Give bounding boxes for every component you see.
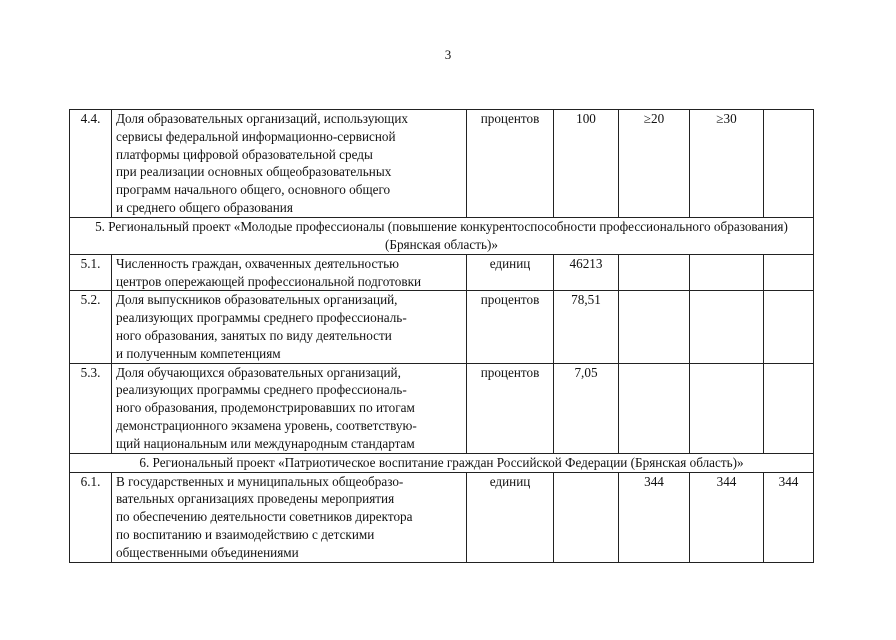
row-number: 6.1. [70, 472, 112, 562]
unit-cell: процентов [467, 363, 554, 453]
table-row [70, 472, 814, 562]
section-heading: 6. Региональный проект «Патриотическое воспитание граждан Российской Федерации (Брянская область)» [70, 453, 814, 472]
indicators-table [69, 109, 814, 563]
value-cell-3 [690, 291, 764, 363]
table-row [70, 254, 814, 291]
section-row [70, 217, 814, 254]
value-cell-2: 344 [619, 472, 690, 562]
value-cell-4 [764, 363, 814, 453]
unit-cell: процентов [467, 110, 554, 218]
value-cell-4: 344 [764, 472, 814, 562]
value-cell-3 [690, 254, 764, 291]
value-cell-2 [619, 254, 690, 291]
indicator-name: В государственных и муниципальных общеобразо- вательных организациях проведены мероприятия по обеспечению деятельности советников директора по воспитанию и взаимодействию с детскими общественными объединениями [112, 472, 467, 562]
value-cell-1: 100 [554, 110, 619, 218]
indicator-name: Доля образовательных организаций, использующих сервисы федеральной информационно-сервисной платформы цифровой образовательной среды при реализации основных общеобразовательных программ начального общего, основного общего и среднего общего образования [112, 110, 467, 218]
value-cell-1: 7,05 [554, 363, 619, 453]
value-cell-1: 78,51 [554, 291, 619, 363]
value-cell-2 [619, 363, 690, 453]
table-row [70, 363, 814, 453]
indicator-name: Доля выпускников образовательных организаций, реализующих программы среднего профессиональ- ного образования, занятых по виду деятельности и полученным компетенциям [112, 291, 467, 363]
value-cell-1 [554, 472, 619, 562]
row-number: 5.1. [70, 254, 112, 291]
value-cell-2: ≥20 [619, 110, 690, 218]
value-cell-1: 46213 [554, 254, 619, 291]
row-number: 5.3. [70, 363, 112, 453]
section-heading: 5. Региональный проект «Молодые профессионалы (повышение конкурентоспособности профессионального образования) (Брянская область)» [70, 217, 814, 254]
unit-cell: единиц [467, 472, 554, 562]
indicator-name: Доля обучающихся образовательных организаций, реализующих программы среднего профессиональ- ного образования, продемонстрировавших по итогам демонстрационного экзамена уровень, соответствую- щий национальным или международным стандартам [112, 363, 467, 453]
unit-cell: процентов [467, 291, 554, 363]
table-row [70, 291, 814, 363]
page-number: 3 [444, 47, 452, 62]
value-cell-2 [619, 291, 690, 363]
value-cell-3: 344 [690, 472, 764, 562]
row-number: 4.4. [70, 110, 112, 218]
table-row [70, 110, 814, 218]
row-number: 5.2. [70, 291, 112, 363]
indicator-name: Численность граждан, охваченных деятельностью центров опережающей профессиональной подготовки [112, 254, 467, 291]
unit-cell: единиц [467, 254, 554, 291]
value-cell-4 [764, 110, 814, 218]
section-row [70, 453, 814, 472]
value-cell-4 [764, 254, 814, 291]
value-cell-3: ≥30 [690, 110, 764, 218]
value-cell-4 [764, 291, 814, 363]
value-cell-3 [690, 363, 764, 453]
